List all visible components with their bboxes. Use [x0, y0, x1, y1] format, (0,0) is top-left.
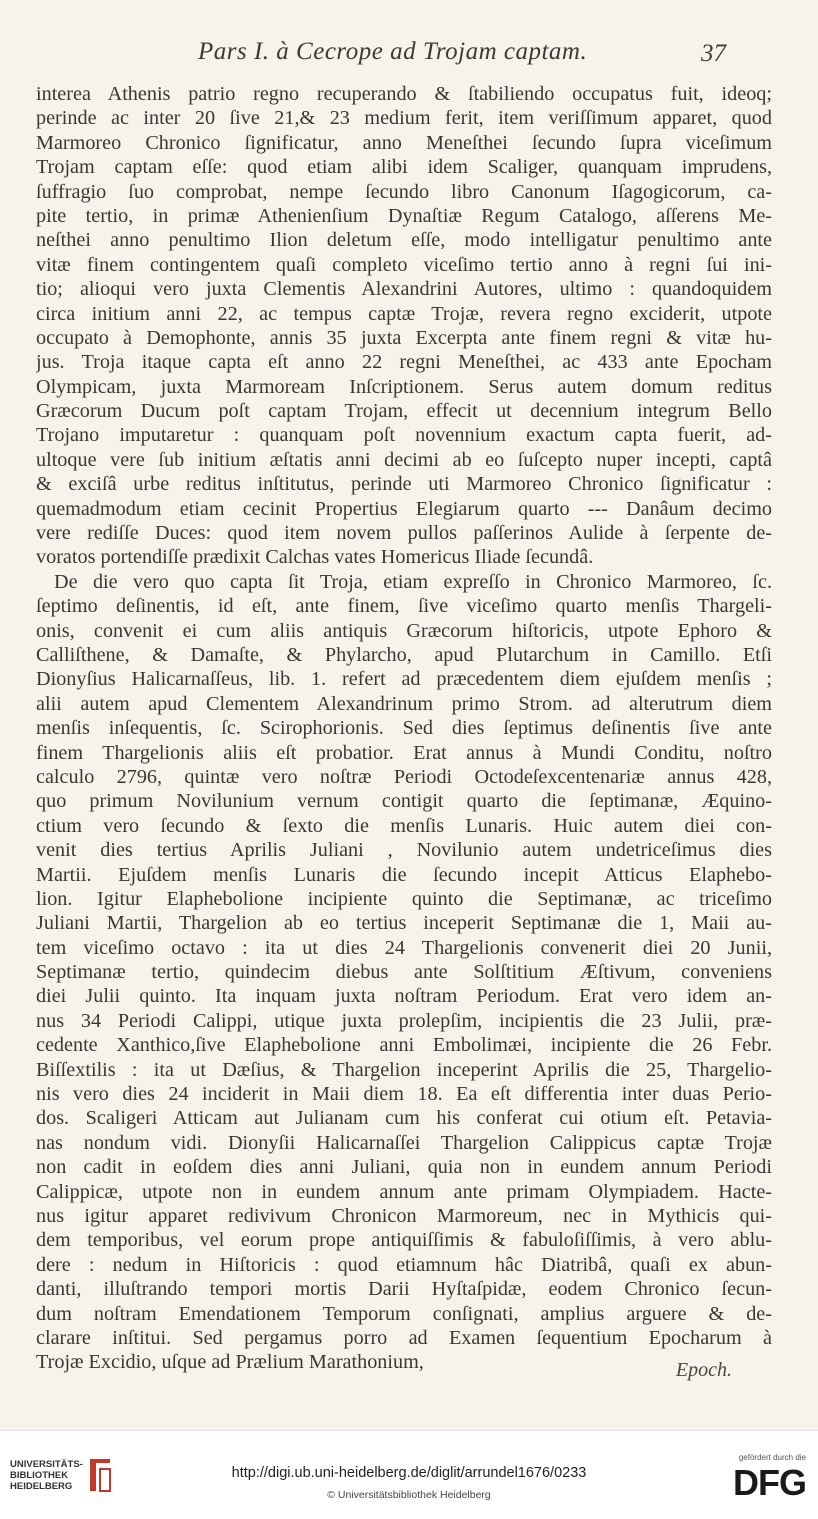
library-name-line: UNIVERSITÄTS-: [10, 1459, 83, 1470]
text-line: dum noſtram Emendationem Temporum conſignati, amplius arguere & de-: [36, 1302, 772, 1325]
funding-note: gefördert durch die: [738, 1453, 806, 1462]
text-line: dos. Scaligeri Atticam aut Julianam cum his conferat cui otium eſt. Petavia-: [36, 1107, 772, 1130]
running-head: Pars I. à Cecrope ad Trojam captam.: [198, 38, 588, 65]
dfg-logo: DFG: [733, 1462, 806, 1503]
text-line: Trojam captam eſſe: quod etiam alibi idem Scaliger, quanquam imprudens,: [36, 156, 772, 179]
text-line: vere rediſſe Duces: quod item novem pullos paſſerinos Aulide à ſerpente de-: [36, 522, 772, 545]
text-line: Græcorum Ducum poſt captam Trojam, effecit ut decennium integrum Bello: [36, 400, 772, 423]
text-line: nus igitur apparet redivivum Chronicon Marmoreum, nec in Mythicis qui-: [36, 1204, 772, 1227]
text-line: alii autem apud Clementem Alexandrinum primo Strom. ad alterutrum diem: [36, 692, 772, 715]
text-line: Juliani Martii, Thargelion ab eo tertius inceperit Septimanæ die 1, Maii au-: [36, 912, 772, 935]
text-line: ſeptimo deſinentis, id eſt, ante finem, ſive viceſimo quarto menſis Thargeli-: [36, 595, 772, 618]
library-name-line: BIBLIOTHEK: [10, 1470, 69, 1481]
text-line: onis, convenit ei cum aliis antiquis Græcorum hiſtoricis, utpote Ephoro &: [36, 619, 772, 642]
text-line: Trojæ Excidio, uſque ad Prælium Marathonium,: [36, 1351, 424, 1374]
text-line: Calliſthene, & Damaſte, & Phylarcho, apud Plutarchum in Camillo. Etſi: [36, 643, 772, 666]
text-line: venit dies tertius Aprilis Juliani , Novilunio autem undetriceſimus dies: [36, 839, 772, 862]
text-line: jus. Troja itaque capta eſt anno 22 regni Meneſthei, ac 433 ante Epocham: [36, 351, 772, 374]
text-line: perinde ac inter 20 ſive 21,& 23 medium ferit, item veriſſimum apparet, quod: [36, 107, 772, 130]
text-line: diei Julii quinto. Ita inquam juxta noſtram Periodum. Erat vero idem an-: [36, 985, 772, 1008]
text-line: nas nondum vidi. Dionyſii Halicarnaſſei Thargelion Calippicus captæ Trojæ: [36, 1131, 772, 1154]
page-number: 37: [701, 40, 726, 67]
text-line: quemadmodum etiam cecinit Propertius Elegiarum quarto --- Danâum decimo: [36, 497, 772, 520]
page-header: [0, 38, 818, 72]
catchword: Epoch.: [675, 1359, 732, 1381]
text-line: Trojano imputaretur : quanquam poſt novennium exactum capta fuerit, ad-: [36, 424, 772, 447]
text-line: cedente Xanthico,ſive Elaphebolione anni Embolimæi, incipiente die 26 Febr.: [36, 1034, 772, 1057]
text-line: voratos portendiſſe prædixit Calchas vates Homericus Iliade ſecundâ.: [36, 546, 594, 569]
text-line: dem temporibus, vel eorum prope antiquiſſimis & fabuloſiſſimis, à vero ablu-: [36, 1229, 772, 1252]
text-line: danti, illuſtrando tempori mortis Darii Hyſtaſpidæ, eodem Chronico ſecun-: [36, 1278, 772, 1301]
text-line: Calippicæ, utpote non in eundem annum ante primam Olympiadem. Hacte-: [36, 1180, 772, 1203]
text-line: dere : nedum in Hiſtoricis : quod etiamnum hâc Diatribâ, quaſi ex abun-: [36, 1253, 772, 1276]
text-line: quo primum Novilunium vernum contigit quarto die ſeptimanæ, Æquino-: [36, 790, 772, 813]
text-line: nus 34 Periodi Calippi, utique juxta prolepſim, incipientis die 23 Julii, præ-: [36, 1009, 772, 1032]
text-line: neſthei anno penultimo Ilion deletum eſſe, modo intelligatur penultimo ante: [36, 229, 772, 252]
text-line: ſuffragio ſuo comprobat, nempe ſecundo libro Canonum Iſagogicorum, ca-: [36, 180, 772, 203]
copyright-notice: © Universitätsbibliothek Heidelberg: [327, 1489, 491, 1501]
text-line: lion. Igitur Elaphebolione incipiente quinto die Septimanæ, ac triceſimo: [36, 887, 772, 910]
body-text: [36, 82, 772, 1375]
text-line: ultoque vere ſub initium æſtatis anni decimi ab eo ſuſcepto nuper incepti, captâ: [36, 448, 772, 471]
permalink-link[interactable]: http://digi.ub.uni-heidelberg.de/diglit/arrundel1676/0233: [231, 1465, 587, 1481]
text-line: non cadit in eoſdem dies anni Juliani, quia non in eundem annum Periodi: [36, 1156, 772, 1179]
text-line: tio; alioqui vero juxta Clementis Alexandrini Autores, ultimo : quandoquidem: [36, 278, 772, 301]
text-line: Septimanæ tertio, quindecim diebus ante Solſtitium Æſtivum, conveniens: [36, 961, 772, 984]
viewer-footer: [0, 1430, 818, 1519]
text-line: finem Thargelionis aliis eſt probatior. Erat annus à Mundi Conditu, noſtro: [36, 741, 772, 764]
text-line: menſis inſequentis, ſc. Scirophorionis. Sed dies ſeptimus deſinentis ſive ante: [36, 717, 772, 740]
text-line: Biſſextilis : ita ut Dæſius, & Thargelion inceperint Aprilis die 25, Thargelio-: [36, 1058, 772, 1081]
text-line: & exciſâ urbe reditus inſtitutus, perinde uti Marmoreo Chronico ſignificatur :: [36, 473, 772, 496]
text-line: De die vero quo capta ſit Troja, etiam expreſſo in Chronico Marmoreo, ſc.: [54, 570, 772, 593]
text-line: clarare inſtitui. Sed pergamus porro ad Examen ſequentium Epocharum à: [36, 1326, 772, 1349]
text-line: Olympicam, juxta Marmoream Inſcriptionem. Serus autem domum reditus: [36, 375, 772, 398]
text-line: calculo 2796, quintæ vero noſtræ Periodi Octodeſexcentenariæ annus 428,: [36, 765, 772, 788]
text-line: pite tertio, in primæ Athenienſium Dynaſtiæ Regum Catalogo, aſſerens Me-: [36, 204, 772, 227]
text-line: nis vero dies 24 inciderit in Maii diem 18. Ea eſt differentia inter duas Perio-: [36, 1083, 772, 1106]
text-line: Marmoreo Chronico ſignificatur, anno Meneſthei ſecundo ſupra viceſimum: [36, 131, 772, 154]
text-line: vitæ finem contingentem quaſi completo viceſimo tertio anno à regni ſui ini-: [36, 253, 772, 276]
library-name-line: HEIDELBERG: [10, 1481, 73, 1492]
text-line: tem viceſimo octavo : ita ut dies 24 Thargelionis convenerit diei 20 Junii,: [36, 936, 772, 959]
text-line: interea Athenis patrio regno recuperando & ſtabiliendo occupatus fuit, ideoq;: [36, 83, 772, 105]
text-line: Dionyſius Halicarnaſſeus, lib. 1. refert ad præcedentem diem ejuſdem menſis ;: [36, 668, 772, 691]
text-line: Martii. Ejuſdem menſis Lunaris die ſecundo incepit Atticus Elaphebo-: [36, 863, 772, 886]
text-line: ctium vero ſecundo & ſexto die menſis Lunaris. Huic autem diei con-: [36, 814, 772, 837]
text-line: circa initium anni 22, ac tempus captæ Trojæ, revera regno exciderit, utpote: [36, 302, 772, 325]
text-line: occupato à Demophonte, annis 35 juxta Excerpta ante finem regni & vitæ hu-: [36, 326, 772, 349]
